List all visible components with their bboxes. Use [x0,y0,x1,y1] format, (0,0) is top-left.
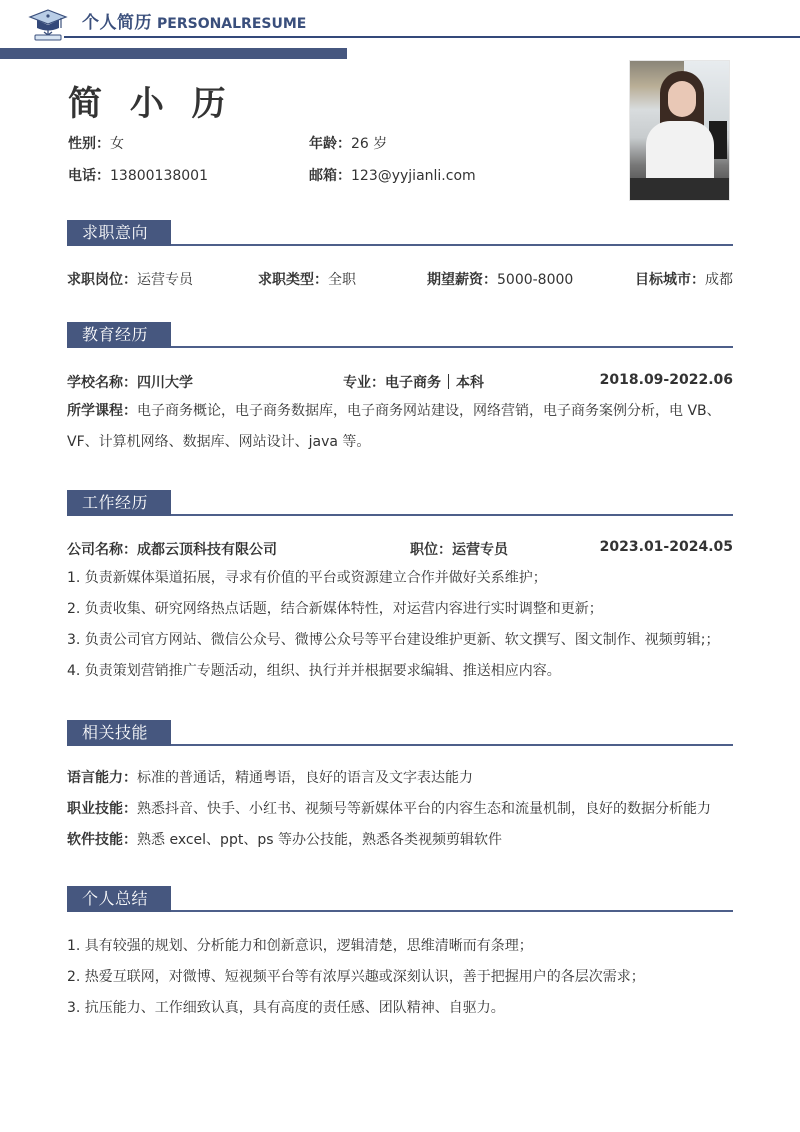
section-header-intention [67,220,733,246]
city-label: 目标城市： [635,272,705,288]
phone-label: 电话： [68,168,110,184]
salary-label: 期望薪资： [427,272,497,288]
city-value: 成都 [705,272,733,288]
intention-city [635,269,733,289]
intention-position [67,269,193,289]
courses-paragraph [67,396,739,458]
resume-brand [82,8,306,32]
company-label: 公司名称： [67,542,137,558]
duty-item: 2. 负责收集、研究网络热点话题，结合新媒体特性，对运营内容进行实时调整和更新； [67,601,603,617]
skill-text: 标准的普通话，精通粤语，良好的语言及文字表达能力 [137,770,473,786]
education-row [67,372,733,392]
age-label: 年龄： [309,136,351,152]
gender-field [68,133,124,153]
summary-item: 1. 具有较强的规划、分析能力和创新意识，逻辑清楚，思维清晰而有条理； [67,938,533,954]
skill-item [67,794,739,825]
age-value: 26 岁 [351,136,388,152]
gender-label: 性别： [68,136,110,152]
gender-value: 女 [110,136,124,152]
skills-list [67,763,739,856]
role-label: 职位： [410,542,452,558]
company-field [67,539,277,559]
section-title-work: 工作经历 [67,490,171,516]
major-label: 专业： [343,375,385,391]
work-row [67,539,733,559]
duty-item: 3. 负责公司官方网站、微信公众号、微博公众号等平台建设维护更新、软文撰写、图文制作、视频剪辑;； [67,632,720,648]
age-field [309,133,387,153]
candidate-name: 简 小 历 [68,84,234,124]
duty-item: 4. 负责策划营销推广专题活动，组织、执行并并根据要求编辑、推送相应内容。 [67,663,561,679]
salary-value: 5000-8000 [497,272,574,288]
role-value: 运营专员 [452,542,508,558]
brand-title-cn: 个人简历 [82,13,152,33]
courses-value: 电子商务概论，电子商务数据库，电子商务网站建设，网络营销，电子商务案例分析，电 VB、VF、计算机网络、数据库、网站设计、java 等。 [67,403,721,450]
section-title-intention: 求职意向 [67,220,171,246]
major-value: 电子商务 [385,375,441,391]
photo-desk [630,178,729,200]
summary-item: 2. 热爱互联网，对微博、短视频平台等有浓厚兴趣或深刻认识，善于把握用户的各层次需求； [67,969,645,985]
phone-field [68,165,208,185]
school-field [67,372,193,392]
email-value: 123@yyjianli.com [351,168,476,184]
resume-header [0,0,800,62]
brand-title-en: PERSONALRESUME [157,16,307,32]
degree-value: 本科 [456,375,484,391]
profile-photo [629,60,730,201]
section-header-education [67,322,733,348]
school-label: 学校名称： [67,375,137,391]
phone-value: 13800138001 [110,168,208,184]
courses-label: 所学课程： [67,403,137,419]
intention-row [67,269,733,289]
position-value: 运营专员 [137,272,193,288]
section-title-skills: 相关技能 [67,720,171,746]
section-header-work [67,490,733,516]
separator [448,374,449,389]
company-value: 成都云顶科技有限公司 [137,542,277,558]
photo-shirt [646,121,714,186]
role-field [410,539,508,559]
summary-item: 3. 抗压能力、工作细致认真，具有高度的责任感、团队精神、自驱力。 [67,1000,505,1016]
section-title-summary: 个人总结 [67,886,171,912]
skill-label: 软件技能： [67,832,137,848]
intention-salary [427,269,573,289]
skill-label: 职业技能： [67,801,137,817]
skill-text: 熟悉 excel、ppt、ps 等办公技能，熟悉各类视频剪辑软件 [137,832,502,848]
photo-face [668,81,696,117]
type-value: 全职 [328,272,356,288]
skill-text: 熟悉抖音、快手、小红书、视频号等新媒体平台的内容生态和流量机制，良好的数据分析能力 [137,801,711,817]
work-period: 2023.01-2024.05 [599,539,733,555]
position-label: 求职岗位： [67,272,137,288]
header-divider [64,36,800,38]
school-value: 四川大学 [137,375,193,391]
graduation-cap-icon [28,8,68,42]
header-accent-bar [0,48,347,59]
section-header-summary [67,886,733,912]
type-label: 求职类型： [258,272,328,288]
skill-label: 语言能力： [67,770,137,786]
intention-type [258,269,356,289]
skill-item [67,763,739,794]
education-period: 2018.09-2022.06 [599,372,733,388]
email-field [309,165,476,185]
skill-item [67,825,739,856]
work-duties-list [67,563,739,687]
duty-item: 1. 负责新媒体渠道拓展，寻求有价值的平台或资源建立合作并做好关系维护； [67,570,547,586]
email-label: 邮箱： [309,168,351,184]
summary-list [67,931,739,1024]
major-field [343,372,484,392]
section-header-skills [67,720,733,746]
section-title-education: 教育经历 [67,322,171,348]
